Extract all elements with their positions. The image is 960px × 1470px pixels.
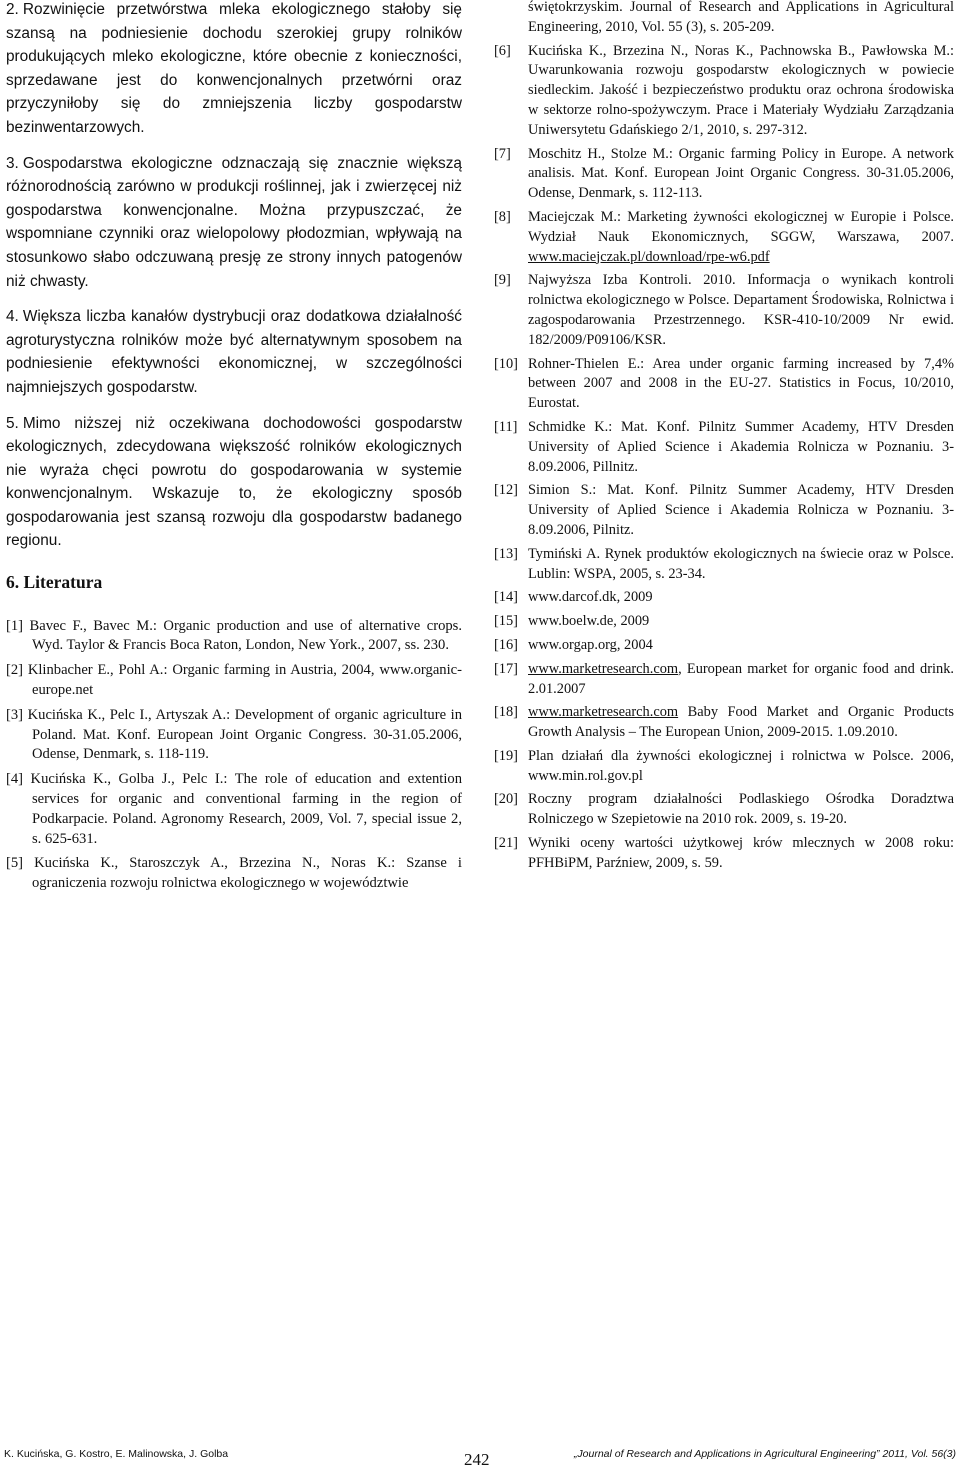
conclusion-4: 4. Większa liczba kanałów dystrybucji oraz dodatkowa działalność agroturystyczna rolników może być alternatywnym sposobem na podniesienie efektywności ekonomicznej, w szczególności najmniejszych gospodarstw. — [6, 308, 462, 396]
reference-item: [8] Maciejczak M.: Marketing żywności ekologicznej w Europie i Polsce. Wydział Nauk Ekonomicznych, SGGW, Warszawa, 2007. www.maciejczak.pl/download/rpe-w6.pdf — [494, 208, 954, 265]
left-column — [6, 0, 462, 899]
reference-item: [2] Klinbacher E., Pohl A.: Organic farming in Austria, 2004, www.organic-europe.net — [6, 662, 462, 699]
section-title-literatura: 6. Literatura — [6, 572, 103, 593]
reference-item: [6] Kucińska K., Brzezina N., Noras K., Pachnowska B., Pawłowska M.: Uwarunkowania rozwoju gospodarstw ekologicznych w powiecie siedleckim. Jakość i bezpieczeństwo produktu oraz ochrona środowiska w sektorze rolno-spożywczym. Prace i Materiały Wydziału Zarządzania Uniwersytetu Gdańskiego 2/1, 2010, s. 297-312. — [494, 42, 954, 138]
reference-link[interactable]: www.maciejczak.pl/download/rpe-w6.pdf — [528, 248, 770, 265]
reference-item: [14] www.darcof.dk, 2009 — [494, 589, 653, 606]
reference-list-left — [6, 617, 462, 894]
conclusion-5: 5. Mimo niższej niż oczekiwana dochodowości gospodarstw ekologicznych, zdecydowana większość rolników ekologicznych nie wyraża chęci powrotu do gospodarowania w systemie konwencjonalnym. Wskazuje to, że ekologiczny sposób gospodarowania jest szansą rozwoju dla gospodarstw badanego regionu. — [6, 414, 462, 550]
page-number: 242 — [464, 1450, 490, 1469]
reference-item: [1] Bavec F., Bavec M.: Organic production and use of alternative crops. Wyd. Taylor & Francis Boca Raton, London, New York., 2007, ss. 230. — [6, 617, 462, 654]
reference-item: [13] Tymiński A. Rynek produktów ekologicznych na świecie oraz w Polsce. Lublin: WSPA, 2005, s. 23-34. — [494, 545, 954, 582]
reference-item: [17] www.marketresearch.com, European market for organic food and drink. 2.01.2007 — [494, 660, 954, 697]
reference-item: [19] Plan działań dla żywności ekologicznej i rolnictwa w Polsce. 2006, www.min.rol.gov.pl — [494, 747, 954, 784]
reference-item: [12] Simion S.: Mat. Konf. Pilnitz Summer Academy, HTV Dresden University of Aplied Science i Akademia Rolnicza w Poznaniu. 3-8.09.2006, Pilnitz. — [494, 482, 954, 538]
reference-item: [7] Moschitz H., Stolze M.: Organic farming Policy in Europe. A network analisis. Mat. Konf. European Joint Organic Congress. 30-31.05.2006, Odense, Denmark, s. 112-113. — [494, 145, 954, 202]
footer-authors: K. Kucińska, G. Kostro, E. Malinowska, J. Golba — [4, 1448, 229, 1460]
reference-item: [4] Kucińska K., Golba J., Pelc I.: The role of education and extention services for organic and conventional farming in the region of Podkarpacie. Poland. Agronomy Research, 2009, Vol. 7, special issue 2, s. 625-631. — [6, 771, 462, 847]
reference-5-continuation: świętokrzyskim. Journal of Research and Applications in Agricultural Engineering, 2010, Vol. 55 (3), s. 205-209. — [528, 0, 954, 35]
reference-item: [16] www.orgap.org, 2004 — [494, 636, 653, 653]
reference-item: [9] Najwyższa Izba Kontroli. 2010. Informacja o wynikach kontroli rolnictwa ekologicznego w Polsce. Departament Środowiska, Rolnictwa i zagospodarowania Przestrzennego. KSR-410-10/2009 Nr ewid. 182/2009/P09106/KSR. — [494, 272, 954, 348]
page-footer — [0, 1446, 960, 1468]
reference-item: [3] Kucińska K., Pelc I., Artyszak A.: Development of organic agriculture in Poland. Mat. Konf. European Joint Organic Congress. 30-31.05.2006, Odense, Denmark, s. 118-119. — [6, 706, 462, 763]
reference-link[interactable]: www.marketresearch.com — [528, 660, 679, 677]
reference-item: [10] Rohner-Thielen E.: Area under organic farming increased by 7,4% between 2007 and 2008 in the EU-27. Statistics in Focus, 10/2010, Eurostat. — [494, 355, 954, 412]
reference-link[interactable]: www.marketresearch.com — [528, 704, 679, 721]
footer-journal: „Journal of Research and Applications in Agricultural Engineering” 2011, Vol. 56(3) — [573, 1448, 956, 1460]
conclusion-3: 3. Gospodarstwa ekologiczne odznaczają się znacznie większą różnorodnością zarówno w produkcji roślinnej, jak i zwierzęcej niż gospodarstwa konwencjonalne. Można przypuszczać, że wspomniane czynniki oraz wielopolowy płodozmian, wpływają na stosunkowo słabo odczuwaną presję ze strony innych patogenów niż chwasty. — [6, 154, 462, 290]
reference-item: [11] Schmidke K.: Mat. Konf. Pilnitz Summer Academy, HTV Dresden University of Aplied Science i Akademia Rolnicza w Poznaniu. 3-8.09.2006, Pillnitz. — [494, 418, 954, 475]
reference-item: [20] Roczny program działalności Podlaskiego Ośrodka Doradztwa Rolniczego w Szepietowie na 2010 rok. 2009, s. 19-20. — [494, 791, 954, 828]
reference-item: [5] Kucińska K., Staroszczyk A., Brzezina N., Noras K.: Szanse i ograniczenia rozwoju rolnictwa ekologicznego w województwie — [6, 855, 462, 892]
reference-item: [21] Wyniki oceny wartości użytkowej krów mlecznych w 2008 roku: PFHBiPM, Parźniew, 2009, s. 59. — [494, 835, 954, 871]
right-column — [494, 0, 954, 878]
conclusion-2: 2. Rozwinięcie przetwórstwa mleka ekologicznego stałoby się szansą na podniesienie dochodu szerokiej grupy rolników produkujących mleko ekologiczne, które obecnie z konieczności, sprzedawane jest do konwencjonalnych przetwórni oraz przyczyniłoby się do zmniejszenia liczby gospodarstw bezinwentarzowych. — [6, 1, 462, 136]
reference-item: [15] www.boelw.de, 2009 — [494, 613, 650, 630]
reference-item: [18] www.marketresearch.com Baby Food Market and Organic Products Growth Analysis – The European Union, 2009-2015. 1.09.2010. — [494, 704, 954, 741]
